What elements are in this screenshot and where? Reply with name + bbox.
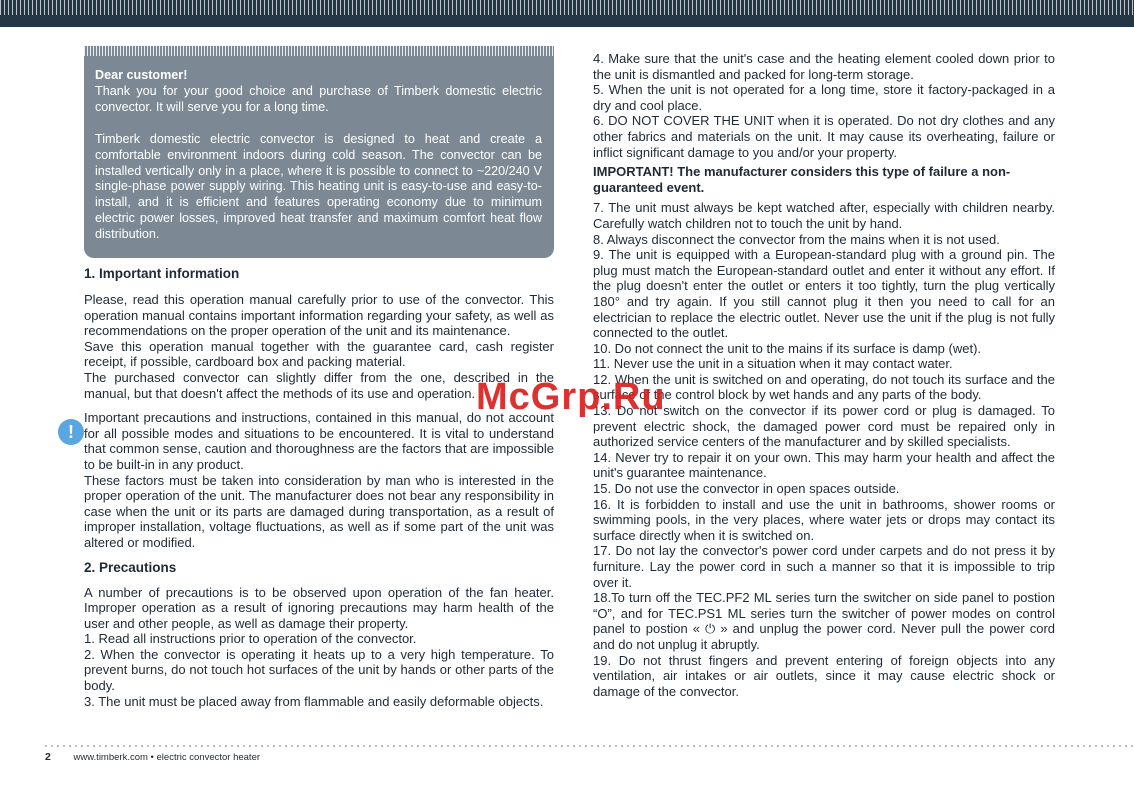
precaution-item-10: 10. Do not connect the unit to the mains if its surface is damp (wet).	[593, 340, 982, 356]
section-2-paragraph-1: A number of precautions is to be observed upon operation of the fan heater. Improper operation as a result of ignoring precautions may harm health of the user and other people, as well as damage their property.	[84, 584, 554, 631]
intro-hatch	[84, 46, 554, 56]
precaution-item-13: 13. Do not switch on the convector if its power cord or plug is damaged. To prevent electric shock, the damaged power cord must be repaired only in authorized service centers of the manufacturer and by skilled specialists.	[593, 403, 1055, 450]
page-number: 2	[45, 751, 51, 763]
precaution-item-9: 9. The unit is equipped with a European-standard plug with a ground pin. The plug must match the European-standard outlet and enter it without any effort. If the plug doesn't enter the outlet or enters it too tightly, turn the plug vertically 180° and try again. If you still cannot plug it then you need to call for an electrician to replace the electric outlet. Never use the unit if the plug is not fully connected to the outlet.	[593, 247, 1055, 341]
footer	[45, 751, 260, 763]
section-2-title: 2. Precautions	[84, 559, 177, 575]
precaution-item-11: 11. Never use the unit in a situation when it may contact water.	[593, 356, 953, 372]
section-1-paragraph-3: The purchased convector can slightly differ from the one, described in the manual, but that doesn't affect the methods of its use and operation.	[84, 369, 554, 401]
important-notice: IMPORTANT! The manufacturer considers this type of failure a non-guaranteed event.	[593, 164, 1011, 195]
spacer	[84, 281, 554, 292]
precaution-item-16: 16. It is forbidden to install and use the unit in bathrooms, shower rooms or swimming pools, in the very places, where water jets or drops may contact its surface directly when it is switched on.	[593, 496, 1055, 543]
intro-box	[84, 46, 554, 258]
precaution-item-8: 8. Always disconnect the convector from the mains when it is not used.	[593, 231, 1000, 247]
section-1-paragraph-4: Important precautions and instructions, contained in this manual, do not account for all possible modes and situations to be encountered. It is vital to understand that common sense, caution and thoroughness are the factors that are impossible to be built-in in any product.	[84, 410, 554, 472]
top-header-bar	[0, 0, 1134, 27]
precaution-item-14: 14. Never try to repair it on your own. This may harm your health and affect the unit's guarantee maintenance.	[593, 449, 1055, 481]
intro-paragraph-1: Thank you for your good choice and purchase of Timberk domestic electric convector. It will serve you for a long time.	[95, 83, 542, 114]
precaution-item-18: 18.To turn off the TEC.PF2 ML series turn the switcher on side panel to postion “O”, and for TEC.PS1 ML series turn the switcher of power modes on control panel to postion « ⏻ » and unplug the power cord. Never pull the power cord and do not unplug it abruptly.	[593, 590, 1055, 652]
section-1-paragraph-1: Please, read this operation manual carefully prior to use of the convector. This operation manual contains important information regarding your safety, as well as recommendations on the proper operation of the unit and its maintenance.	[84, 292, 554, 339]
precaution-item-12: 12. When the unit is switched on and operating, do not touch its surface and the surface of the control block by wet hands and any parts of the body.	[593, 371, 1055, 403]
precaution-item-19: 19. Do not thrust fingers and prevent entering of foreign objects into any ventilation, air intakes or air outlets, since it may cause electric shock or damage of the convector.	[593, 652, 1055, 699]
precaution-item-2: 2. When the convector is operating it heats up to a very high temperature. To prevent burns, do not touch hot surfaces of the unit by hands or other parts of the body.	[84, 646, 554, 694]
precaution-item-17: 17. Do not lay the convector's power cord under carpets and do not press it by furniture. Lay the power cord in such a manner so that it is impossible to trip over it.	[593, 543, 1055, 590]
footer-text: www.timberk.com • electric convector heater	[73, 752, 261, 763]
intro-text	[84, 56, 554, 243]
precaution-item-7: 7. The unit must always be kept watched after, especially with children nearby. Carefully watch children not to touch the unit by hand.	[593, 200, 1055, 231]
section-1-paragraph-5: These factors must be taken into consideration by man who is interested in the proper operation of the unit. The manufacturer does not bear any responsibility in case when the unit or its parts are damaged during transportation, as a result of improper installation, voltage fluctuations, as well as if some part of the unit was altered or modified.	[84, 472, 554, 550]
left-column	[84, 266, 554, 709]
section-1-title: 1. Important information	[84, 266, 240, 281]
footer-divider	[45, 745, 1134, 747]
watermark: McGrp.Ru	[476, 376, 666, 418]
header-tick-pattern	[0, 0, 1134, 15]
precaution-item-5: 5. When the unit is not operated for a long time, store it factory-packaged in a dry and cool place.	[593, 82, 1055, 113]
intro-greeting: Dear customer!	[95, 68, 188, 82]
section-1-paragraph-2: Save this operation manual together with the guarantee card, cash register receipt, if possible, cardboard box and packing material.	[84, 338, 554, 370]
precaution-item-15: 15. Do not use the convector in open spaces outside.	[593, 481, 900, 497]
precaution-item-4: 4. Make sure that the unit's case and the heating element cooled down prior to the unit is dismantled and packed for long-term storage.	[593, 51, 1055, 82]
exclamation-circle-icon: !	[58, 419, 84, 445]
precaution-item-1: 1. Read all instructions prior to operation of the convector.	[84, 631, 417, 647]
intro-paragraph-2: Timberk domestic electric convector is designed to heat and create a comfortable environment indoors during cold season. The convector can be installed vertically only in a place, where it is possible to connect to ~220/240 V single-phase power supply wiring. This heating unit is easy-to-use and easy-to-install, and it is efficient and features operating economy due to minimum electric power losses, improved heat transfer and maximum comfort heat flow distribution.	[95, 131, 542, 242]
precaution-item-3: 3. The unit must be placed away from flammable and easily deformable objects.	[84, 693, 544, 709]
spacer	[84, 575, 554, 585]
precaution-item-6: 6. DO NOT COVER THE UNIT when it is operated. Do not dry clothes and any other fabrics and materials on the unit. It may cause its overheating, failure or inflict significant damage to you and/or your property.	[593, 113, 1055, 160]
spacer	[84, 551, 554, 560]
